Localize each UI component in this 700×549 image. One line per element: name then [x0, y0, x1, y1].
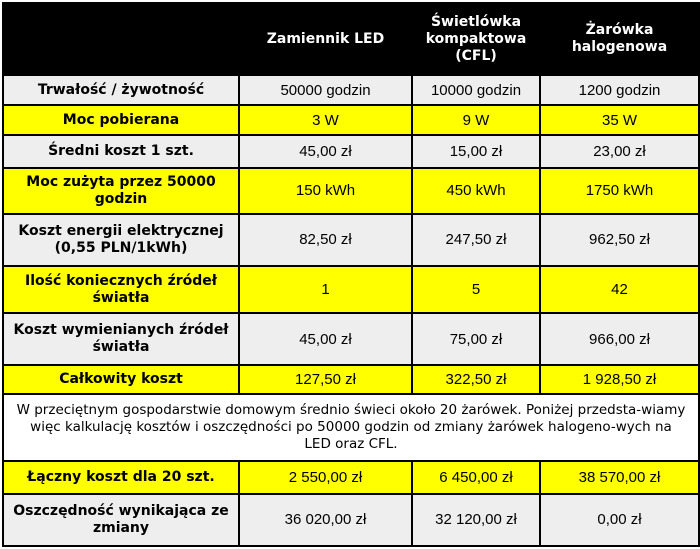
row-label-replacement-cost: Koszt wymienianych źródeł światła — [3, 313, 239, 365]
cell-halogen: 38 570,00 zł — [540, 461, 699, 494]
cell-cfl: 10000 godzin — [412, 75, 540, 105]
note-row — [3, 394, 699, 460]
cell-cfl: 247,50 zł — [412, 214, 540, 266]
cell-led: 150 kWh — [239, 168, 412, 214]
table-row — [3, 266, 699, 313]
row-label-lifetime: Trwałość / żywotność — [3, 75, 239, 105]
cell-halogen: 1200 godzin — [540, 75, 699, 105]
cell-halogen: 42 — [540, 266, 699, 313]
row-label-unit-cost: Średni koszt 1 szt. — [3, 135, 239, 167]
cell-halogen: 1750 kWh — [540, 168, 699, 214]
cell-led: 50000 godzin — [239, 75, 412, 105]
row-label-energy-used: Moc zużyta przez 50000 godzin — [3, 168, 239, 214]
cell-led: 1 — [239, 266, 412, 313]
row-label-total-cost: Całkowity koszt — [3, 365, 239, 394]
row-label-savings: Oszczędność wynikająca ze zmiany — [3, 494, 239, 546]
header-row — [3, 3, 699, 75]
row-label-cost-20: Łączny koszt dla 20 szt. — [3, 461, 239, 494]
table-row — [3, 135, 699, 167]
cell-cfl: 5 — [412, 266, 540, 313]
header-corner — [3, 3, 239, 75]
cell-led: 82,50 zł — [239, 214, 412, 266]
cell-led: 3 W — [239, 105, 412, 135]
cell-halogen: 966,00 zł — [540, 313, 699, 365]
header-led: Zamiennik LED — [239, 3, 412, 75]
table-row — [3, 75, 699, 105]
table-row — [3, 313, 699, 365]
cell-cfl: 9 W — [412, 105, 540, 135]
header-halogen: Żarówka halogenowa — [540, 3, 699, 75]
row-label-energy-cost: Koszt energii elektrycznej (0,55 PLN/1kWh) — [3, 214, 239, 266]
cell-cfl: 32 120,00 zł — [412, 494, 540, 546]
cell-cfl: 450 kWh — [412, 168, 540, 214]
row-label-source-count: Ilość koniecznych źródeł światła — [3, 266, 239, 313]
table-row — [3, 168, 699, 214]
cell-led: 36 020,00 zł — [239, 494, 412, 546]
cell-led: 2 550,00 zł — [239, 461, 412, 494]
cell-led: 127,50 zł — [239, 365, 412, 394]
cell-cfl: 15,00 zł — [412, 135, 540, 167]
cell-led: 45,00 zł — [239, 313, 412, 365]
row-label-power: Moc pobierana — [3, 105, 239, 135]
cell-halogen: 962,50 zł — [540, 214, 699, 266]
table-row — [3, 461, 699, 494]
cell-halogen: 0,00 zł — [540, 494, 699, 546]
note-text: W przeciętnym gospodarstwie domowym średnio świeci około 20 żarówek. Poniżej przedsta-wiamy więc kalkulację kosztów i oszczędności po 50000 godzin od zmiany żarówek halogeno-wych na LED oraz CFL. — [3, 394, 699, 460]
cell-cfl: 75,00 zł — [412, 313, 540, 365]
table-row — [3, 365, 699, 394]
cell-led: 45,00 zł — [239, 135, 412, 167]
cell-cfl: 6 450,00 zł — [412, 461, 540, 494]
cell-halogen: 1 928,50 zł — [540, 365, 699, 394]
comparison-table — [2, 2, 700, 547]
header-cfl: Świetlówka kompaktowa (CFL) — [412, 3, 540, 75]
table-row — [3, 214, 699, 266]
table-row — [3, 494, 699, 546]
cell-halogen: 23,00 zł — [540, 135, 699, 167]
cell-cfl: 322,50 zł — [412, 365, 540, 394]
table-row — [3, 105, 699, 135]
cell-halogen: 35 W — [540, 105, 699, 135]
